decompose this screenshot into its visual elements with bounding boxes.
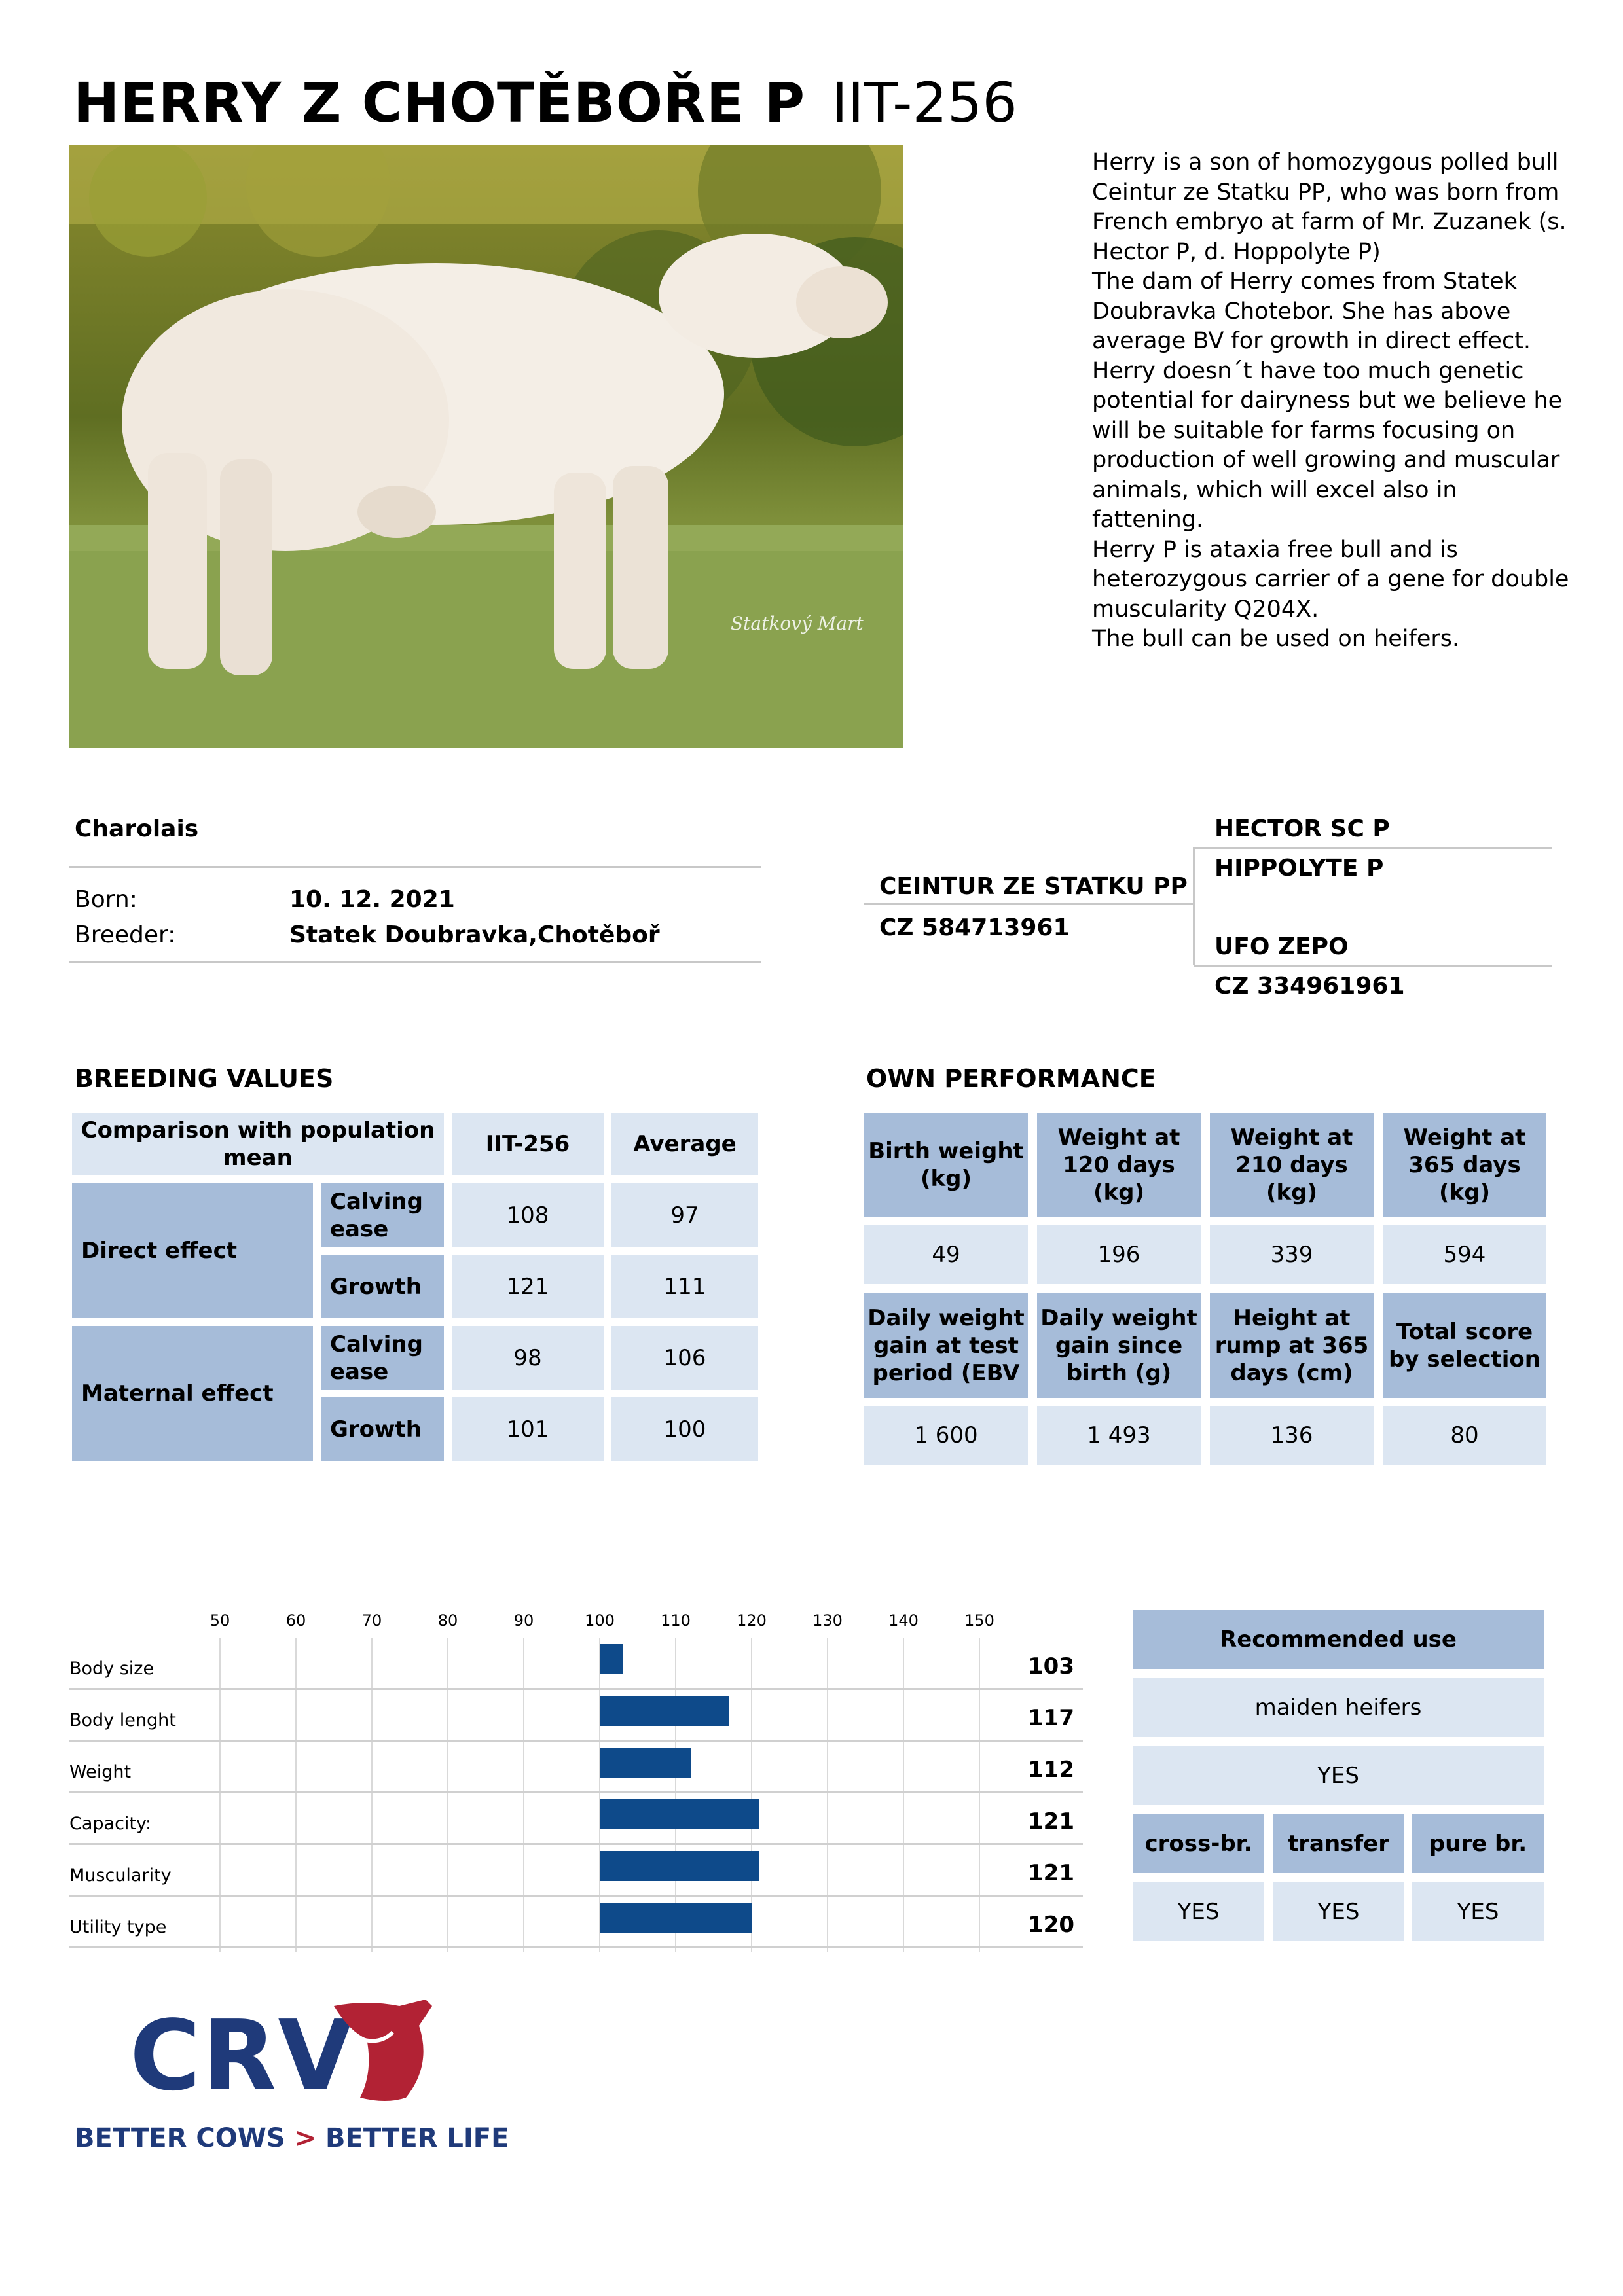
row-separator xyxy=(69,1946,1083,1948)
data-bar xyxy=(600,1851,759,1881)
description-paragraph: Herry is a son of homozygous polled bull Ceintur ze Statku PP, who was born from French embryo at farm of Mr. Zuzanek (s. Hector P, d. Hoppolyte P) xyxy=(1092,149,1567,265)
bv-group-direct: Direct effect xyxy=(72,1183,313,1318)
data-label: 121 xyxy=(1028,1808,1074,1835)
divider xyxy=(1194,847,1552,849)
gridline xyxy=(903,1638,904,1952)
data-bar xyxy=(600,1799,759,1829)
bv-value: 121 xyxy=(452,1255,604,1318)
row-separator xyxy=(69,1895,1083,1897)
op-value: 1 493 xyxy=(1037,1406,1201,1465)
gridline xyxy=(979,1638,980,1952)
data-bar xyxy=(600,1748,691,1778)
op-value: 196 xyxy=(1037,1225,1201,1284)
op-value: 594 xyxy=(1383,1225,1546,1284)
divider xyxy=(69,866,761,868)
category-label: Muscularity xyxy=(69,1865,172,1886)
slogan-left: BETTER COWS xyxy=(75,2123,285,2153)
description-paragraph: Herry P is ataxia free bull and is heterozygous carrier of a gene for double muscularity Q204X. xyxy=(1092,536,1569,622)
op-header: Daily weight gain at test period (EBV xyxy=(864,1293,1028,1398)
x-tick-label: 60 xyxy=(285,1611,306,1630)
gridline xyxy=(827,1638,828,1952)
data-label: 112 xyxy=(1028,1757,1074,1783)
op-header: Weight at 210 days (kg) xyxy=(1210,1113,1374,1217)
x-tick-label: 80 xyxy=(437,1611,458,1630)
op-header: Weight at 120 days (kg) xyxy=(1037,1113,1201,1217)
bv-trait: Growth xyxy=(321,1255,444,1318)
bv-trait: Calving ease xyxy=(321,1326,444,1390)
op-header: Weight at 365 days (kg) xyxy=(1383,1113,1546,1217)
bull-description xyxy=(1092,148,1570,655)
description-paragraph: The dam of Herry comes from Statek Doubravka Chotebor. She has above average BV for growth in direct effect. xyxy=(1092,268,1531,354)
own-performance-title: OWN PERFORMANCE xyxy=(866,1064,1156,1093)
breeder-value: Statek Doubravka,Chotěboř xyxy=(289,922,660,948)
data-label: 121 xyxy=(1028,1860,1074,1886)
gridline xyxy=(371,1638,373,1952)
bv-header-average: Average xyxy=(611,1113,758,1175)
bv-value: 98 xyxy=(452,1326,604,1390)
op-value: 49 xyxy=(864,1225,1028,1284)
breeding-values-title: BREEDING VALUES xyxy=(75,1064,334,1093)
pedigree-connector xyxy=(1193,847,1195,965)
x-tick-label: 70 xyxy=(361,1611,382,1630)
x-tick-label: 50 xyxy=(210,1611,230,1630)
bv-average: 97 xyxy=(611,1183,758,1247)
row-separator xyxy=(69,1843,1083,1845)
bv-average: 106 xyxy=(611,1326,758,1390)
pedigree-sire-sire: HECTOR SC P xyxy=(1214,816,1390,842)
category-label: Utility type xyxy=(69,1917,167,1937)
chevron-right-icon: > xyxy=(294,2123,317,2153)
data-bar xyxy=(600,1903,752,1933)
bv-header-comparison: Comparison with population mean xyxy=(72,1113,444,1175)
bv-average: 100 xyxy=(611,1397,758,1461)
bv-value: 108 xyxy=(452,1183,604,1247)
breeder-label: Breeder: xyxy=(75,922,176,948)
category-label: Capacity: xyxy=(69,1814,152,1834)
gridline xyxy=(295,1638,297,1952)
description-paragraph: The bull can be used on heifers. xyxy=(1092,626,1460,652)
logo-slogan xyxy=(75,2123,509,2153)
bull-name: HERRY Z CHOTĚBOŘE P xyxy=(73,71,806,135)
pedigree-sire-id: CZ 584713961 xyxy=(879,914,1070,941)
op-header: Height at rump at 365 days (cm) xyxy=(1210,1293,1374,1398)
bull-photo xyxy=(69,145,903,748)
bv-trait: Growth xyxy=(321,1397,444,1461)
x-tick-label: 90 xyxy=(513,1611,534,1630)
gridline xyxy=(523,1638,524,1952)
data-bar xyxy=(600,1696,729,1726)
divider xyxy=(1194,965,1552,967)
category-label: Weight xyxy=(69,1762,132,1782)
crv-logo xyxy=(124,2000,452,2111)
x-tick-label: 150 xyxy=(964,1611,994,1630)
description-paragraph: Herry doesn´t have too much genetic potential for dairyness but we believe he will be suitable for farms focusing on production of well growing and muscular animals, which will excel also in fattening. xyxy=(1092,357,1563,533)
born-value: 10. 12. 2021 xyxy=(289,886,455,913)
use-value: YES xyxy=(1412,1882,1544,1941)
bull-code: IIT-256 xyxy=(831,71,1017,135)
data-bar xyxy=(600,1644,623,1674)
op-value: 339 xyxy=(1210,1225,1374,1284)
op-value: 80 xyxy=(1383,1406,1546,1465)
pedigree-dam-id: CZ 334961961 xyxy=(1214,973,1405,999)
use-value: YES xyxy=(1273,1882,1404,1941)
recommended-use-title: Recommended use xyxy=(1133,1610,1544,1669)
bv-trait: Calving ease xyxy=(321,1183,444,1247)
op-header: Daily weight gain since birth (g) xyxy=(1037,1293,1201,1398)
use-value: YES xyxy=(1133,1882,1264,1941)
x-tick-label: 130 xyxy=(812,1611,843,1630)
cow-head-icon xyxy=(321,1993,439,2111)
data-label: 117 xyxy=(1028,1705,1074,1731)
born-label: Born: xyxy=(75,886,137,913)
logo-text: CRV xyxy=(130,2000,355,2112)
op-header: Birth weight (kg) xyxy=(864,1113,1028,1217)
gridline xyxy=(219,1638,221,1952)
use-label: cross-br. xyxy=(1133,1814,1264,1873)
bv-value: 101 xyxy=(452,1397,604,1461)
data-label: 103 xyxy=(1028,1653,1074,1679)
x-tick-label: 120 xyxy=(737,1611,767,1630)
recommended-use-label: maiden heifers xyxy=(1133,1678,1544,1737)
row-separator xyxy=(69,1688,1083,1690)
breed: Charolais xyxy=(75,816,199,842)
bv-group-maternal: Maternal effect xyxy=(72,1326,313,1461)
recommended-use-value: YES xyxy=(1133,1746,1544,1805)
use-label: transfer xyxy=(1273,1814,1404,1873)
bv-header-bull: IIT-256 xyxy=(452,1113,604,1175)
slogan-right: BETTER LIFE xyxy=(325,2123,509,2153)
data-label: 120 xyxy=(1028,1912,1074,1938)
use-label: pure br. xyxy=(1412,1814,1544,1873)
pedigree-sire-dam: HIPPOLYTE P xyxy=(1214,855,1384,882)
divider xyxy=(864,903,1194,905)
op-value: 136 xyxy=(1210,1406,1374,1465)
x-tick-label: 100 xyxy=(585,1611,615,1630)
bv-average: 111 xyxy=(611,1255,758,1318)
bull-illustration xyxy=(69,145,903,748)
x-tick-label: 140 xyxy=(888,1611,919,1630)
op-header: Total score by selection xyxy=(1383,1293,1546,1398)
row-separator xyxy=(69,1740,1083,1742)
pedigree-dam-sire: UFO ZEPO xyxy=(1214,933,1349,960)
pedigree-sire: CEINTUR ZE STATKU PP xyxy=(879,873,1188,900)
category-label: Body size xyxy=(69,1659,155,1679)
row-separator xyxy=(69,1791,1083,1793)
gridline xyxy=(447,1638,448,1952)
op-value: 1 600 xyxy=(864,1406,1028,1465)
x-tick-label: 110 xyxy=(661,1611,691,1630)
category-label: Body lenght xyxy=(69,1710,176,1731)
divider xyxy=(69,961,761,963)
photo-watermark: Statkový Mart xyxy=(731,613,864,634)
